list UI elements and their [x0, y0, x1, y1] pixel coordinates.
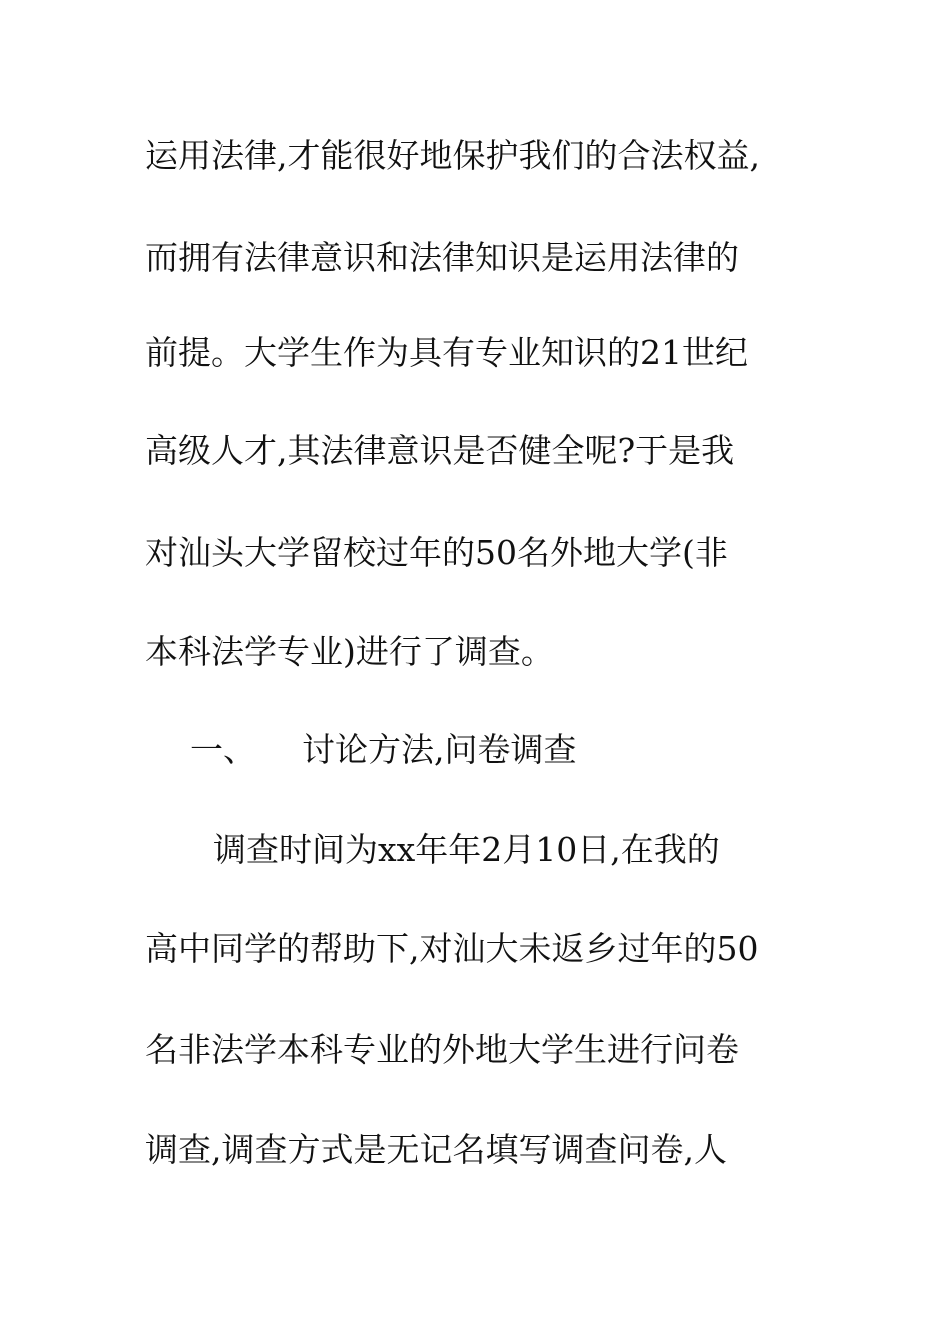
paragraph-line: 而拥有法律意识和法律知识是运用法律的 — [145, 238, 739, 277]
paragraph-line: 高级人才,其法律意识是否健全呢?于是我 — [145, 431, 735, 470]
paragraph-line: 运用法律,才能很好地保护我们的合法权益, — [145, 136, 760, 175]
paragraph-line: 本科法学专业)进行了调查。 — [145, 632, 554, 671]
paragraph-line: 调查,调查方式是无记名填写调查问卷,人 — [145, 1130, 727, 1169]
paragraph-line: 名非法学本科专业的外地大学生进行问卷 — [145, 1030, 739, 1069]
paragraph-line: 调查时间为xx年年2月10日,在我的 — [213, 830, 720, 869]
paragraph-line: 对汕头大学留校过年的50名外地大学(非 — [145, 533, 728, 572]
section-title: 讨论方法,问卷调查 — [302, 730, 577, 769]
paragraph-line: 高中同学的帮助下,对汕大未返乡过年的50 — [145, 929, 759, 968]
paragraph-line: 前提。大学生作为具有专业知识的21世纪 — [145, 333, 748, 372]
section-number: 一、 — [190, 730, 256, 769]
